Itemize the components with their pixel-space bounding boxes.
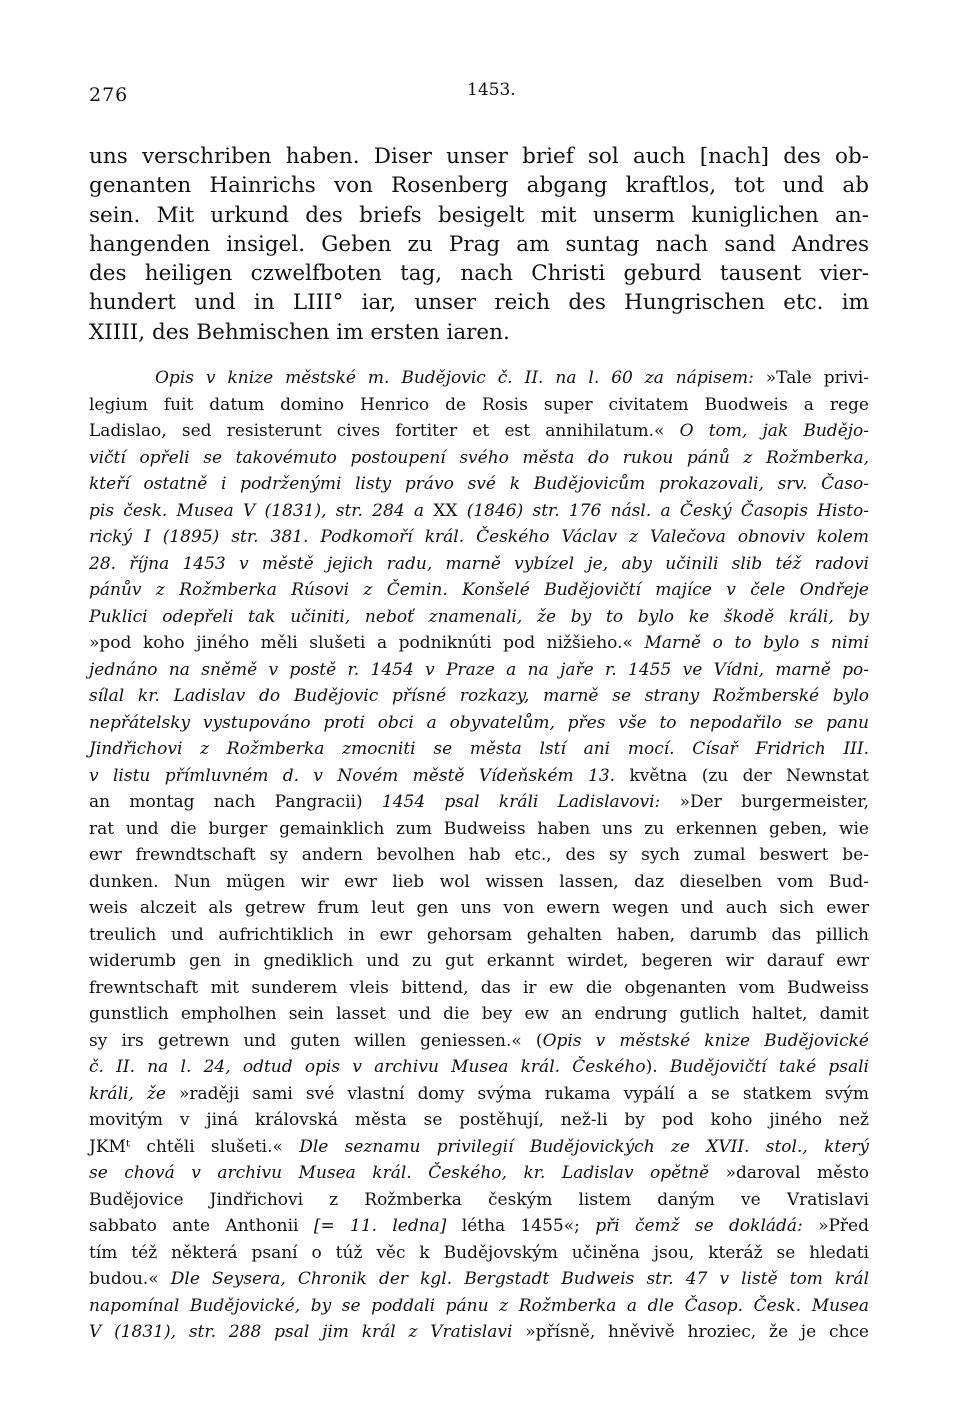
roman-segment: létha 1455«; — [446, 1216, 596, 1236]
italic-segment: jednáno na sněmě v postě r. 1454 v Praze a na jaře r. 1455 ve Vídni, marně po- — [89, 659, 869, 680]
charter-line: uns verschriben haben. Diser unser brief sol auch [nach] des ob- — [89, 144, 869, 169]
roman-segment: Ladislao, sed resisterunt cives fortiter et est annihilatum.« — [89, 421, 680, 441]
roman-segment: ). — [645, 1057, 670, 1077]
commentary-text — [89, 365, 869, 1346]
commentary-line — [89, 922, 869, 949]
italic-segment: napomínal Budějovické, by se poddali pánu z Rožmberka a dle Časop. Česk. Musea — [89, 1295, 869, 1316]
italic-segment: sílal kr. Ladislav do Budějovic přísné rozkazy, marně se strany Rožmberské bylo — [89, 686, 869, 706]
roman-segment: tím též některá psaní o túž věc k Budějovským učiněna jsou, kteráž se hledati — [89, 1242, 869, 1263]
roman-segment: frewntschaft mit sunderem vleis bittend, das ir ew die obgenanten vom Budweiss — [89, 977, 869, 998]
charter-line: XIIII, des Behmischen im ersten iaren. — [89, 319, 510, 345]
commentary-line — [89, 657, 869, 684]
italic-segment: nepřátelsky vystupováno proti obci a obyvatelům, přes vše to nepodařilo se panu — [89, 712, 869, 733]
roman-segment: »pod koho jiného měli slušeti a podniknúti pod nižšieho.« — [89, 633, 645, 653]
roman-segment: an montag nach Pangracii) — [89, 792, 382, 812]
italic-segment: králi, že — [89, 1083, 180, 1104]
commentary-line — [89, 1081, 869, 1108]
roman-segment: ewr frewndtschaft sy andern bevolhen hab etc., des sy sych zumal beswert be- — [89, 845, 869, 865]
italic-segment: Opis v knize městské m. Budějovic č. II. na l. 60 za nápisem: — [155, 368, 766, 388]
italic-segment: Opis v městské knize Budějovické — [542, 1030, 869, 1051]
roman-segment: weis alczeit als getrew frum leut gen uns von ewern wegen und auch sich ewer — [89, 898, 869, 918]
charter-line: genanten Hainrichs von Rosenberg abgang kraftlos, tot und ab — [89, 173, 869, 199]
commentary-line — [89, 1319, 869, 1346]
commentary-line — [89, 1028, 869, 1055]
running-head-year: 1453. — [467, 80, 516, 100]
commentary-line — [89, 842, 869, 869]
italic-segment: rický I (1895) str. 381. Podkomoří král. Českého Václav z Valečova obnoviv kolem — [89, 527, 869, 547]
roman-segment: widerumb gen in gnediklich und zu gut erkannt wirdet, begeren wir darauf ewr — [89, 951, 869, 971]
commentary-line — [89, 551, 869, 578]
italic-segment: Marně o to bylo s nimi — [644, 633, 869, 653]
charter-line: hangenden insigel. Geben zu Prag am suntag nach sand Andres — [89, 231, 869, 257]
commentary-line — [89, 869, 869, 896]
commentary-line — [89, 710, 869, 737]
roman-segment: rat und die burger gemainklich zum Budweiss haben uns zu erkennen geben, wie — [89, 818, 869, 839]
italic-segment: V (1831), str. 288 psal jim král z Vratislavi — [89, 1322, 526, 1342]
roman-segment: »Tale privi- — [765, 368, 870, 388]
charter-line: hundert und in LIII° iar, unser reich des Hungrischen etc. im — [89, 290, 869, 316]
commentary-line — [89, 1266, 869, 1293]
italic-segment: se chová v archivu Musea král. Českého, kr. Ladislav opětně — [89, 1163, 726, 1183]
roman-segment: »Der burgermeister, — [679, 792, 869, 812]
roman-segment: sabbato ante Anthonii — [89, 1216, 314, 1236]
italic-segment: Jindřichovi z Rožmberka zmocniti se města lstí ani mocí. Císař Fridrich III. — [89, 739, 869, 759]
italic-segment: kteří ostatně i podrženými listy právo své k Budějovicům prokazovali, srv. Časo- — [89, 474, 869, 494]
commentary-line — [89, 683, 869, 710]
italic-segment: (1846) str. 176 násl. a Český Časopis Histo- — [457, 500, 869, 521]
italic-segment: č. II. na l. 24, odtud opis v archivu Musea král. Českého — [89, 1057, 646, 1077]
roman-segment: »daroval město — [725, 1163, 869, 1183]
italic-segment: pánův z Rožmberka Rúsovi z Čemin. Konšelé Budějovičtí majíce v čele Ondřeje — [89, 580, 869, 600]
commentary-line — [89, 789, 869, 816]
roman-segment: dunken. Nun mügen wir ewr lieb wol wissen lassen, daz dieselben vom Bud- — [89, 871, 869, 892]
italic-segment: Dle Seysera, Chronik der kgl. Bergstadt Budweis str. 47 v listě tom král — [170, 1269, 870, 1289]
commentary-line — [89, 1054, 869, 1081]
charter-text — [89, 142, 869, 347]
roman-segment: budou.« — [89, 1269, 171, 1289]
roman-segment: sy irs getrewn und guten willen geniessen.« ( — [89, 1030, 543, 1051]
italic-segment: Puklici odepřeli tak učiniti, neboť znamenali, že by to bylo ke škodě králi, by — [89, 606, 869, 627]
roman-segment: »Před — [818, 1216, 869, 1236]
commentary-line — [89, 895, 869, 922]
commentary-line — [89, 392, 869, 419]
italic-segment: pis česk. Musea V (1831), str. 284 a — [89, 500, 434, 521]
roman-segment: »raději sami své vlastní domy svýma rukama vypálí a se statkem svým — [179, 1083, 869, 1104]
charter-line: des heiligen czwelfboten tag, nach Christi geburd tausent vier- — [89, 261, 869, 287]
roman-segment: XX — [433, 500, 458, 521]
roman-segment: legium fuit datum domino Henrico de Rosis super civitatem Buodweis a rege — [89, 394, 869, 415]
page-number: 276 — [89, 84, 129, 106]
commentary-line — [89, 1213, 869, 1240]
italic-segment: O tom, jak Budějo- — [679, 421, 869, 441]
commentary-line — [89, 1001, 869, 1028]
commentary-line — [89, 1107, 869, 1134]
roman-segment: »přísně, hněvivě hroziec, že je chce — [525, 1322, 869, 1342]
commentary-line — [89, 975, 869, 1002]
italic-segment: Budějovičtí také psali — [669, 1057, 869, 1077]
italic-segment: 1454 psal králi Ladislavovi: — [381, 792, 680, 812]
commentary-line — [89, 445, 869, 472]
roman-segment: movitým v jiná královská města se postěhují, než-li by pod koho jiného než — [89, 1110, 869, 1130]
roman-segment: gunstlich empholhen sein lasset und die bey ew an endrung gutlich haltet, damit — [89, 1004, 869, 1024]
commentary-line — [89, 1160, 869, 1187]
commentary-line — [89, 1134, 869, 1161]
commentary-line — [89, 1187, 869, 1214]
roman-segment: JKMᵗ chtěli slušeti.« — [89, 1136, 300, 1157]
commentary-line — [89, 816, 869, 843]
commentary-line — [89, 763, 869, 790]
italic-segment: 28. října 1453 v městě jejich radu, marně vybízel je, aby učinili slib též radovi — [89, 553, 869, 574]
roman-segment: (zu der Newnstat — [687, 765, 870, 786]
commentary-line — [89, 1293, 869, 1320]
roman-segment: května — [629, 765, 688, 786]
italic-segment: při čemž se dokládá: — [595, 1216, 819, 1236]
commentary-line — [89, 365, 869, 392]
commentary-line — [89, 471, 869, 498]
commentary-line — [89, 498, 869, 525]
commentary-line — [89, 524, 869, 551]
commentary-line — [89, 418, 869, 445]
commentary-line — [89, 948, 869, 975]
commentary-line — [89, 736, 869, 763]
roman-segment: treulich und aufrichtiklich in ewr gehorsam gehalten haben, darumb das pillich — [89, 924, 869, 945]
italic-segment: [= 11. ledna] — [313, 1216, 447, 1236]
italic-segment: v listu přímluvném d. v Novém městě Vídeňském 13. — [89, 765, 630, 786]
commentary-line — [89, 630, 869, 657]
roman-segment: Budějovice Jindřichovi z Rožmberka českým listem daným ve Vratislavi — [89, 1189, 869, 1210]
italic-segment: Dle seznamu privilegií Budějovických ze XVII. stol., který — [299, 1136, 869, 1157]
commentary-line — [89, 577, 869, 604]
commentary-line — [89, 604, 869, 631]
charter-line: sein. Mit urkund des briefs besigelt mit unserm kuniglichen an- — [89, 202, 869, 228]
italic-segment: vičtí opřeli se takovémuto postoupení svého města do rukou pánů z Rožmberka, — [89, 447, 869, 468]
commentary-line — [89, 1240, 869, 1267]
